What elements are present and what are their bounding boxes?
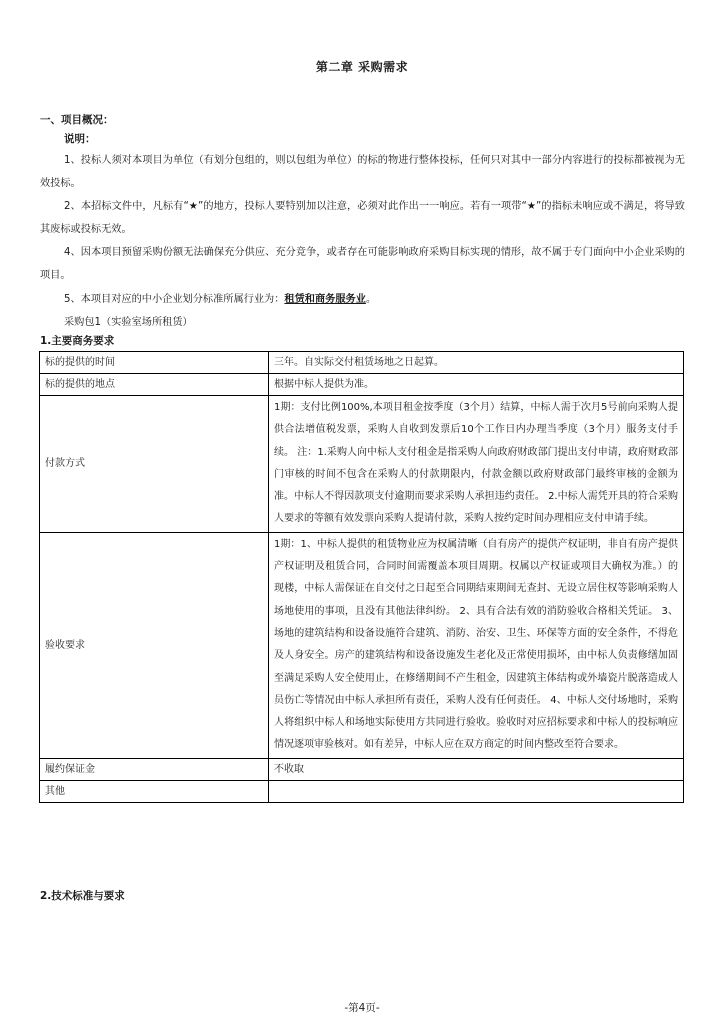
row-label: 其他 bbox=[40, 780, 269, 802]
row-value: 根据中标人提供为准。 bbox=[269, 374, 684, 396]
table-row bbox=[40, 374, 684, 396]
table-row bbox=[40, 532, 684, 758]
section-heading: 一、项目概况： bbox=[40, 114, 114, 126]
page-number: -第4页- bbox=[344, 1002, 380, 1014]
row-label: 履约保证金 bbox=[40, 758, 269, 780]
sub-heading-technical: 2.技术标准与要求 bbox=[40, 890, 125, 902]
row-label: 标的提供的地点 bbox=[40, 374, 269, 396]
industry-suffix: 。 bbox=[365, 294, 377, 305]
row-value: 1期：1、中标人提供的租赁物业应为权属清晰（自有房产的提供产权证明，非自有房产提供产权证明及租赁合同，合同时间需覆盖本项目周期。权属以产权证或项目大确权为准。）的现楼，中标人需保证在自交付之日起至合同期结束期间无查封、无设立居住权等影响采购人场地使用的事项，且没有其他法律纠纷。 2、具有合法有效的消防验收合格相关凭证。 3、场地的建筑结构和设备设施符合建筑、消防、治安、卫生、环保等方面的安全条件，不得危及人身安全。房产的建筑结构和设备设施发生老化及正常使用损坏，由中标人负责修缮加固至满足采购人安全使用止，在修缮期间不产生租金，因建筑主体结构或外墙瓷片脱落造成人员伤亡等情况由中标人承担所有责任，采购人没有任何责任。 4、中标人交付场地时，采购人将组织中标人和场地实际使用方共同进行验收。验收时对应招标要求和中标人的投标响应情况逐项审验核对。如有差异，中标人应在双方商定的时间内整改至符合要求。 bbox=[269, 532, 684, 758]
row-value bbox=[269, 780, 684, 802]
sub-heading-commercial: 1.主要商务要求 bbox=[40, 335, 115, 347]
row-value: 不收取 bbox=[269, 758, 684, 780]
table-row bbox=[40, 780, 684, 802]
row-label: 标的提供的时间 bbox=[40, 352, 269, 374]
paragraph-5 bbox=[40, 288, 685, 311]
table-row bbox=[40, 352, 684, 374]
row-label: 付款方式 bbox=[40, 396, 269, 533]
paragraph-4: 4、因本项目预留采购份额无法确保充分供应、充分竞争，或者存在可能影响政府采购目标实现的情形，故不属于专门面向中小企业采购的项目。 bbox=[40, 247, 685, 281]
row-value: 三年。自实际交付租赁场地之日起算。 bbox=[269, 352, 684, 374]
package-title: 采购包1（实验室场所租赁） bbox=[64, 317, 193, 328]
chapter-title: 第二章 采购需求 bbox=[315, 60, 409, 74]
table-row bbox=[40, 396, 684, 533]
industry-name: 租赁和商务服务业 bbox=[284, 294, 366, 305]
row-label: 验收要求 bbox=[40, 532, 269, 758]
paragraph-2: 2、本招标文件中，凡标有“★”的地方，投标人要特别加以注意，必须对此作出一一响应。若有一项带“★”的指标未响应或不满足，将导致其废标或投标无效。 bbox=[40, 201, 685, 235]
paragraph-1: 1、投标人须对本项目为单位（有划分包组的，则以包组为单位）的标的物进行整体投标，任何只对其中一部分内容进行的投标都被视为无效投标。 bbox=[40, 155, 685, 189]
row-value: 1期：支付比例100%,本项目租金按季度（3个月）结算，中标人需于次月5号前向采购人提供合法增值税发票，采购人自收到发票后10个工作日内办理当季度（3个月）服务支付手续。 注：1.采购人向中标人支付租金是指采购人向政府财政部门提出支付申请，政府财政部门审核的时间不包含在采购人的付款期限内，付款金额以政府财政部门最终审核的金额为准。中标人不得因款项支付逾期而要求采购人承担违约责任。 2.中标人需凭开具的符合采购人要求的等额有效发票向采购人提请付款，采购人按约定时间办理相应支付申请手续。 bbox=[269, 396, 684, 533]
note-label: 说明： bbox=[64, 133, 96, 145]
commercial-requirements-table bbox=[39, 351, 684, 803]
industry-prefix: 5、本项目对应的中小企业划分标准所属行业为： bbox=[64, 294, 285, 305]
table-row bbox=[40, 758, 684, 780]
